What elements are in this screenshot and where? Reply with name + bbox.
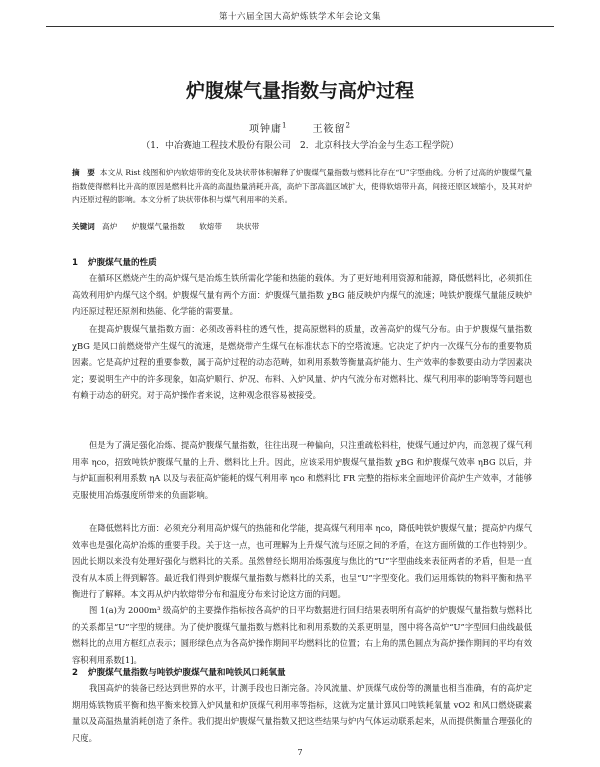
abstract-text: 本文从 Rist 线图和炉内软熔带的变化及块状带体积解释了炉腹煤气量指数与燃料比存在“U”字型曲线。分析了过高的炉腹煤气量指数使得燃料比升高的原因是燃料比升高的高温热量消耗升高，高炉下部高温区域扩大，使得软熔带升高，间接还原区域缩小，及其对炉内还原过程的影响。本文分析了块状带体积与煤气利用率的关系。 xyxy=(72,168,533,204)
section-title: 炉腹煤气量的性质 xyxy=(87,258,157,268)
section-heading xyxy=(72,256,532,268)
section-number: 1 xyxy=(72,258,78,268)
keyword: 炉腹煤气量指数 xyxy=(131,222,185,231)
author-name: 项钟庸 xyxy=(248,124,282,135)
abstract xyxy=(72,166,532,207)
keyword: 软熔带 xyxy=(199,222,222,231)
author-affil-mark: 2 xyxy=(345,121,351,130)
paper-title: 炉腹煤气量指数与高炉过程 xyxy=(185,80,414,102)
body-paragraph: 但是为了满足强化冶炼、提高炉腹煤气量指数，往往出现一种偏向，只注重疏松料柱，使煤气通过炉内，而忽视了煤气利用率 ηco，招致吨铁炉腹煤气量的上升、燃料比上升。因此，应该采用炉腹煤气量指数 χBG 和炉腹煤气效率 ηBG 以后，并与炉缸面积利用系数 ηA 以及与表征高炉能耗的煤气利用率 ηco 和燃料比 FR 完整的指标来全面地评价高炉生产效率，才能够克服使用冶炼强度所带来的负面影响。 xyxy=(72,440,532,500)
section-title: 炉腹煤气量指数与吨铁炉腹煤气量和吨铁风口耗氧量 xyxy=(87,668,286,678)
section-number: 2 xyxy=(72,668,78,678)
affiliation: （1．中冶赛迪工程技术股份有限公司 2．北京科技大学冶金与生态工程学院） xyxy=(141,141,459,151)
body-paragraph: 在循环区燃烧产生的高炉煤气是冶炼生铁所需化学能和热能的载体。为了更好地利用资源和能源，降低燃料比，必须抓住高效利用炉内煤气这个纲。炉腹煤气量有两个方面：炉腹煤气量指数 χBG 能反映炉内煤气的流速；吨铁炉腹煤气量能反映炉内还原过程还原剂和热能、化学能的需要量。 xyxy=(72,273,532,317)
running-header: 第十六届全国大高炉炼铁学术年会论文集 xyxy=(218,12,381,22)
body-paragraph: 在提高炉腹煤气量指数方面：必须改善料柱的透气性，提高原燃料的质量，改善高炉的煤气分布。由于炉腹煤气量指数 χBG 是风口前燃烧带产生煤气的流速，是燃烧带产生煤气在标准状态下的空塔流速。它决定了炉内一次煤气分布的重要物质因素。它是高炉过程的重要参数，属于高炉过程的动态范畴，如利用系数等衡量高炉能力、生产效率的参数要由动力学因素决定；要说明生产中的许多现象，如高炉顺行、炉况、布料、入炉风量、炉内气流分布对燃料比、煤气利用率的影响等等问题也有赖于动态的研究。对于高炉操作者来说，这种观念很容易被接受。 xyxy=(72,324,532,401)
section-heading xyxy=(72,666,532,678)
body-paragraph: 在降低燃料比方面：必须充分利用高炉煤气的热能和化学能，提高煤气利用率 ηco，降低吨铁炉腹煤气量；提高炉内煤气效率也是强化高炉冶炼的重要手段。关于这一点，也可理解为上升煤气流与还原之间的矛盾，在这方面所做的工作也特别少。因此长期以来没有处理好强化与燃料比的关系。虽然曾经长期用冶炼强度与焦比的“U”字型曲线来表征两者的矛盾，但是一直没有从本质上得到解答。最近我们得到炉腹煤气量指数与燃料比的关系，也呈“U”字型变化。我们运用炼铁的物料平衡和热平衡进行了解释。本文再从炉内软熔带分布和温度分布来讨论这方面的问题。 xyxy=(72,523,532,600)
abstract-label: 摘 要 xyxy=(72,168,95,177)
header-divider xyxy=(46,26,554,27)
keyword: 高炉 xyxy=(102,222,118,231)
page-number: 7 xyxy=(297,748,303,757)
body-paragraph: 图 1(a)为 2000m³ 级高炉的主要操作指标按各高炉的日平均数据进行回归结果表明所有高炉的炉腹煤气量指数与燃料比的关系都呈“U”字型的规律。为了使炉腹煤气量指数与燃料比和利用系数的关系更明显，图中将各高炉“U”字型回归曲线最低燃料比的点用方框红点表示；圆形绿色点为各高炉操作期间平均燃料比的位置；右上角的黑色圆点为高炉操作期间的平均有效容积利用系数[1]。 xyxy=(72,605,532,665)
keyword: 块状带 xyxy=(236,222,260,231)
body-paragraph: 我国高炉的装备已经达到世界的水平，计测手段也日渐完备。冷风流量、炉顶煤气成份等的测量也相当准确，有的高炉定期用炼铁物质平衡和热平衡来校算入炉风量和炉顶煤气利用率等指标，这就为定量计算风口吨铁耗氧量 vO2 和风口燃烧碳素量以及高温热量消耗创造了条件。我们提出炉腹煤气量指数又把这些结果与炉内气体运动联系起来，从而提供衡量合理强化的尺度。 xyxy=(72,683,532,743)
author-line xyxy=(0,120,600,135)
keywords-label: 关键词 xyxy=(72,222,95,231)
author-affil-mark: 1 xyxy=(281,121,288,130)
author-name: 王筱留 xyxy=(312,124,346,135)
keywords xyxy=(72,221,532,232)
